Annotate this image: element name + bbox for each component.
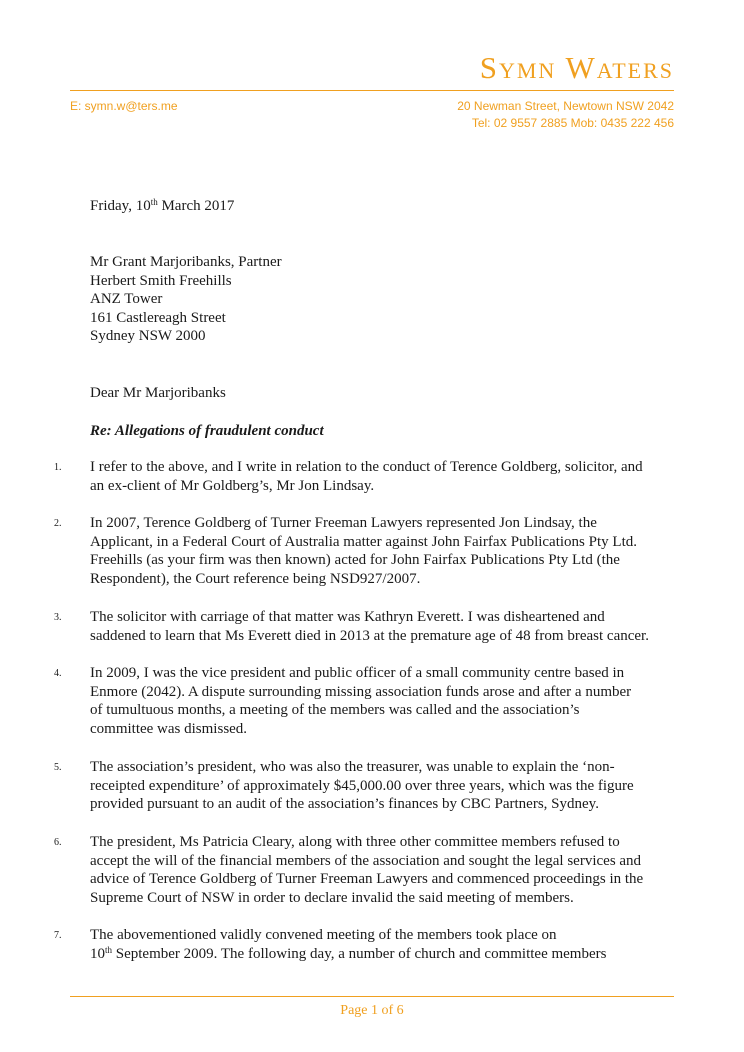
paragraph-line: advice of Terence Goldberg of Turner Freeman Lawyers and commenced proceedings in the: [90, 871, 644, 887]
salutation: Dear Mr Marjoribanks: [90, 385, 226, 401]
paragraph-line: The solicitor with carriage of that matter was Kathryn Everett. I was disheartened and: [90, 609, 605, 625]
paragraph-line: Respondent), the Court reference being NSD927/2007.: [90, 570, 421, 587]
header-divider: [70, 90, 674, 91]
paragraph-number: 3.: [54, 612, 62, 623]
paragraph-line: In 2007, Terence Goldberg of Turner Freeman Lawyers represented Jon Lindsay, the: [90, 515, 597, 531]
paragraph-line: provided pursuant to an audit of the association’s finances by CBC Partners, Sydney.: [90, 796, 599, 812]
contact-phones: Tel: 02 9557 2885 Mob: 0435 222 456: [471, 116, 674, 130]
paragraph-line: receipted expenditure’ of approximately $45,000.00 over three years, which was the figure: [90, 777, 634, 794]
paragraph-line: [90, 945, 690, 964]
paragraph-body: [90, 514, 690, 588]
paragraph-line: saddened to learn that Ms Everett died in 2013 at the premature age of 48 from breast cancer.: [90, 627, 649, 644]
contact-address: 20 Newman Street, Newtown NSW 2042: [457, 99, 674, 113]
footer-divider: [70, 996, 674, 997]
recipient-address: [90, 253, 282, 346]
paragraph-line: accept the will of the financial members of the association and sought the legal services and: [90, 852, 642, 869]
recipient-line: 161 Castlereagh Street: [90, 309, 226, 326]
recipient-line: ANZ Tower: [90, 291, 163, 307]
paragraph-line: The president, Ms Patricia Cleary, along with three other committee members refused to: [90, 834, 620, 850]
recipient-line: Herbert Smith Freehills: [90, 272, 232, 289]
paragraph-number: 4.: [54, 668, 62, 679]
recipient-line: Mr Grant Marjoribanks, Partner: [90, 254, 282, 270]
paragraph-number: 6.: [54, 837, 62, 848]
paragraph-number: 1.: [54, 462, 62, 473]
paragraph-body: [90, 833, 690, 907]
paragraph-line: In 2009, I was the vice president and public officer of a small community centre based in: [90, 665, 625, 681]
letter-date: [90, 197, 234, 216]
paragraph-line: of tumultuous months, a meeting of the members was called and the association’s: [90, 702, 580, 718]
paragraph-line: Enmore (2042). A dispute surrounding missing association funds arose and after a number: [90, 683, 632, 700]
paragraph-body: [90, 664, 690, 738]
paragraph-number: 2.: [54, 518, 62, 529]
p7-ordinal: th: [105, 944, 113, 955]
date-day: Friday, 10: [90, 198, 151, 214]
paragraph-body: [90, 458, 690, 495]
paragraph-body: [90, 608, 690, 645]
brand-logo: Symn Waters: [479, 50, 674, 85]
paragraph-line: committee was dismissed.: [90, 720, 248, 737]
contact-details: [457, 98, 674, 132]
paragraph-line: I refer to the above, and I write in relation to the conduct of Terence Goldberg, solicitor, and: [90, 459, 643, 475]
p7-rest: September 2009. The following day, a number of church and committee members: [112, 945, 607, 962]
paragraph-body: [90, 926, 690, 963]
paragraph-line: The association’s president, who was also the treasurer, was unable to explain the ‘non-: [90, 759, 615, 775]
paragraph-line: The abovementioned validly convened meeting of the members took place on: [90, 927, 557, 943]
paragraph-number: 5.: [54, 762, 62, 773]
recipient-line: Sydney NSW 2000: [90, 328, 206, 344]
paragraph-number: 7.: [54, 930, 62, 941]
subject-line: Re: Allegations of fraudulent conduct: [90, 423, 324, 439]
paragraph-line: Freehills (as your firm was then known) acted for John Fairfax Publications Pty Ltd (the: [90, 552, 620, 568]
paragraph-line: an ex-client of Mr Goldberg’s, Mr Jon Lindsay.: [90, 477, 375, 494]
date-ordinal: th: [150, 197, 158, 207]
paragraph-body: [90, 758, 690, 814]
page-number: Page 1 of 6: [340, 1003, 404, 1018]
contact-email: E: symn.w@ters.me: [70, 99, 178, 113]
date-rest: March 2017: [157, 198, 235, 214]
p7-day: 10: [90, 945, 105, 962]
paragraph-line: Supreme Court of NSW in order to declare invalid the said meeting of members.: [90, 889, 574, 906]
paragraph-line: Applicant, in a Federal Court of Australia matter against John Fairfax Publications Pty Ltd.: [90, 533, 637, 550]
